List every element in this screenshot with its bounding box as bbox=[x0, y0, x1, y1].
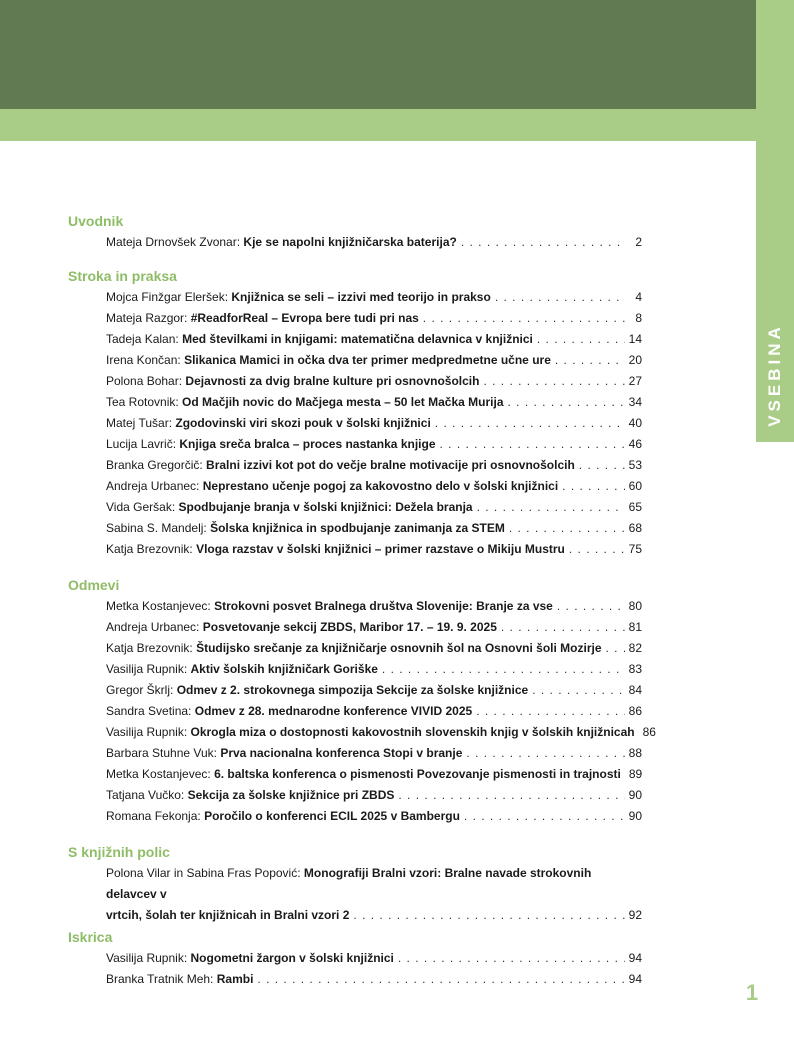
entry-text bbox=[106, 413, 431, 434]
toc-entry[interactable] bbox=[106, 413, 642, 434]
entry-title: Bralni izzivi kot pot do večje bralne motivacije pri osnovnošolcih bbox=[206, 458, 575, 472]
leader-dots bbox=[606, 638, 625, 659]
leader-dots bbox=[537, 329, 625, 350]
entry-page: 4 bbox=[635, 290, 642, 304]
side-label-container bbox=[756, 320, 794, 430]
leader-dots bbox=[464, 806, 625, 827]
entry-title: Posvetovanje sekcij ZBDS, Maribor 17. – 19. 9. 2025 bbox=[202, 620, 497, 634]
entry-title: Spodbujanje branja v šolski knjižnici: Dežela branja bbox=[178, 500, 473, 514]
entry-author: Polona Bohar: bbox=[106, 374, 183, 388]
toc-entry[interactable] bbox=[106, 392, 642, 413]
leader-dots bbox=[509, 518, 625, 539]
entry-text bbox=[106, 785, 394, 806]
entry-title: Šolska knjižnica in spodbujanje zanimanja za STEM bbox=[210, 521, 505, 535]
entry-title: Strokovni posvet Bralnega društva Slovenije: Branje za vse bbox=[214, 599, 553, 613]
leader-dots bbox=[440, 434, 625, 455]
entry-author: Metka Kostanjevec: bbox=[106, 767, 211, 781]
entry-author: Andreja Urbanec: bbox=[106, 620, 200, 634]
toc-section bbox=[68, 576, 656, 827]
entry-page: 27 bbox=[628, 374, 642, 388]
entry-page: 82 bbox=[628, 641, 642, 655]
entry-author: Mateja Razgor: bbox=[106, 311, 188, 325]
entry-title: Rambi bbox=[216, 972, 254, 986]
entry-page: 68 bbox=[628, 521, 642, 535]
toc-entry[interactable] bbox=[106, 497, 642, 518]
page-number: 1 bbox=[745, 980, 759, 1005]
leader-dots bbox=[461, 232, 626, 253]
entry-author: Tadeja Kalan: bbox=[106, 332, 179, 346]
entry-page: 90 bbox=[628, 788, 642, 802]
entry-title: Dejavnosti za dvig bralne kulture pri osnovnošolcih bbox=[185, 374, 480, 388]
toc-entry[interactable] bbox=[106, 617, 642, 638]
entry-text bbox=[106, 659, 378, 680]
entry-page: 86 bbox=[642, 725, 656, 739]
entry-text bbox=[106, 806, 460, 827]
entry-title: Zgodovinski viri skozi pouk v šolski knjižnici bbox=[175, 416, 431, 430]
entry-author: Mojca Finžgar Eleršek: bbox=[106, 290, 229, 304]
entry-page: 84 bbox=[628, 683, 642, 697]
entry-page: 34 bbox=[628, 395, 642, 409]
entry-title: Okrogla miza o dostopnosti kakovostnih slovenskih knjig v šolskih knjižnicah bbox=[190, 725, 635, 739]
entry-title: Sekcija za šolske knjižnice pri ZBDS bbox=[187, 788, 395, 802]
leader-dots bbox=[476, 701, 624, 722]
entry-title: Neprestano učenje pogoj za kakovostno delo v šolski knjižnici bbox=[202, 479, 559, 493]
entry-author: Sabina S. Mandelj: bbox=[106, 521, 207, 535]
entry-title: #ReadforReal – Evropa bere tudi pri nas bbox=[190, 311, 419, 325]
entry-text bbox=[106, 948, 394, 969]
leader-dots bbox=[435, 413, 625, 434]
toc-entry[interactable] bbox=[106, 764, 642, 785]
toc-entry[interactable] bbox=[106, 701, 642, 722]
toc-entry[interactable] bbox=[106, 680, 642, 701]
entry-line bbox=[106, 863, 642, 905]
entry-author: Andreja Urbanec: bbox=[106, 479, 200, 493]
entry-page: 80 bbox=[628, 599, 642, 613]
leader-dots bbox=[555, 350, 625, 371]
entry-author: Vasilija Rupnik: bbox=[106, 725, 188, 739]
entry-title: Med številkami in knjigami: matematična delavnica v knjižnici bbox=[182, 332, 533, 346]
entry-author: Vasilija Rupnik: bbox=[106, 662, 188, 676]
toc-section bbox=[68, 212, 642, 253]
entry-author: Matej Tušar: bbox=[106, 416, 173, 430]
entry-text bbox=[106, 743, 462, 764]
entry-line bbox=[106, 905, 642, 926]
entry-text bbox=[106, 308, 419, 329]
entry-title: Od Mačjih novic do Mačjega mesta – 50 let Mačka Murija bbox=[182, 395, 504, 409]
entry-author: Lucija Lavrič: bbox=[106, 437, 177, 451]
toc-entry[interactable] bbox=[106, 287, 642, 308]
toc-entry[interactable] bbox=[106, 350, 642, 371]
entry-title: Kje se napolni knjižničarska baterija? bbox=[243, 235, 457, 249]
entry-text bbox=[106, 392, 504, 413]
entry-text bbox=[106, 764, 621, 785]
header-band-dark bbox=[0, 0, 756, 109]
leader-dots bbox=[353, 905, 624, 926]
entry-author: Romana Fekonja: bbox=[106, 809, 201, 823]
entry-page: 88 bbox=[628, 746, 642, 760]
entry-author: Vida Geršak: bbox=[106, 500, 176, 514]
entry-title: Prva nacionalna konferenca Stopi v branje bbox=[220, 746, 463, 760]
entry-page: 8 bbox=[635, 311, 642, 325]
toc-section bbox=[68, 843, 642, 926]
entry-author: Polona Vilar in Sabina Fras Popović: bbox=[106, 866, 301, 880]
side-label: VSEBINA bbox=[765, 323, 785, 427]
toc-entry[interactable] bbox=[106, 948, 642, 969]
entry-text bbox=[106, 680, 528, 701]
entry-title: Vloga razstav v šolski knjižnici – primer razstave o Mikiju Mustru bbox=[196, 542, 565, 556]
entry-title-continued: vrtcih, šolah ter knjižnicah in Bralni vzori 2 bbox=[106, 908, 350, 922]
leader-dots bbox=[557, 596, 625, 617]
toc-entry[interactable] bbox=[106, 806, 642, 827]
toc-entry[interactable] bbox=[106, 371, 642, 392]
toc-entry[interactable] bbox=[106, 743, 642, 764]
entry-author: Gregor Škrlj: bbox=[106, 683, 174, 697]
toc-entry[interactable] bbox=[106, 785, 642, 806]
leader-dots bbox=[579, 455, 625, 476]
entry-author: Metka Kostanjevec: bbox=[106, 599, 211, 613]
entry-text bbox=[106, 596, 553, 617]
leader-dots bbox=[466, 743, 624, 764]
entry-title: Študijsko srečanje za knjižničarje osnovnih šol na Osnovni šoli Mozirje bbox=[196, 641, 602, 655]
entry-page: 53 bbox=[628, 458, 642, 472]
entry-text bbox=[106, 497, 473, 518]
section-title: S knjižnih polic bbox=[68, 844, 170, 860]
section-title: Iskrica bbox=[68, 929, 113, 945]
entry-page: 94 bbox=[628, 972, 642, 986]
leader-dots bbox=[382, 659, 625, 680]
toc-section bbox=[68, 928, 642, 990]
leader-dots bbox=[477, 497, 625, 518]
entry-title: Odmev z 2. strokovnega simpozija Sekcije za šolske knjižnice bbox=[176, 683, 529, 697]
toc-entry[interactable] bbox=[106, 638, 642, 659]
entry-page: 94 bbox=[628, 951, 642, 965]
entry-text bbox=[106, 539, 565, 560]
entry-title: 6. baltska konferenca o pismenosti Povezovanje pismenosti in trajnosti bbox=[214, 767, 621, 781]
entry-text bbox=[106, 232, 457, 253]
entry-author: Tatjana Vučko: bbox=[106, 788, 185, 802]
entry-author: Irena Končan: bbox=[106, 353, 181, 367]
toc-entry[interactable] bbox=[106, 308, 642, 329]
toc-entry[interactable] bbox=[106, 329, 642, 350]
entry-title: Odmev z 28. mednarodne konference VIVID 2025 bbox=[194, 704, 473, 718]
leader-dots bbox=[569, 539, 625, 560]
entry-page: 2 bbox=[635, 235, 642, 249]
entry-text bbox=[106, 969, 253, 990]
entry-text bbox=[106, 287, 491, 308]
toc-entry[interactable] bbox=[106, 969, 642, 990]
entry-text bbox=[106, 434, 436, 455]
entry-author: Sandra Svetina: bbox=[106, 704, 192, 718]
entry-page: 65 bbox=[628, 500, 642, 514]
leader-dots bbox=[508, 392, 625, 413]
entry-text bbox=[106, 722, 635, 743]
entry-author: Branka Tratnik Meh: bbox=[106, 972, 214, 986]
entry-author: Tea Rotovnik: bbox=[106, 395, 179, 409]
entry-page: 60 bbox=[628, 479, 642, 493]
leader-dots bbox=[532, 680, 624, 701]
toc-section bbox=[68, 267, 642, 560]
leader-dots bbox=[483, 371, 624, 392]
entry-author: Mateja Drnovšek Zvonar: bbox=[106, 235, 241, 249]
toc-entry[interactable] bbox=[106, 659, 642, 680]
toc-entry[interactable] bbox=[106, 518, 642, 539]
leader-dots bbox=[257, 969, 624, 990]
toc-entry[interactable] bbox=[106, 476, 642, 497]
toc-entry[interactable] bbox=[106, 722, 656, 743]
entry-page: 40 bbox=[628, 416, 642, 430]
toc-entry[interactable] bbox=[106, 539, 642, 560]
toc-entry[interactable] bbox=[106, 596, 642, 617]
leader-dots bbox=[398, 785, 624, 806]
entry-text bbox=[106, 329, 533, 350]
entry-text bbox=[106, 518, 505, 539]
section-title: Uvodnik bbox=[68, 213, 124, 229]
entry-title: Aktiv šolskih knjižničark Goriške bbox=[190, 662, 378, 676]
toc-entry[interactable] bbox=[106, 232, 642, 253]
leader-dots bbox=[423, 308, 626, 329]
entry-title: Nogometni žargon v šolski knjižnici bbox=[190, 951, 394, 965]
entry-author: Katja Brezovnik: bbox=[106, 542, 193, 556]
leader-dots bbox=[398, 948, 625, 969]
entry-page: 81 bbox=[628, 620, 642, 634]
entry-title: Knjiga sreča bralca – proces nastanka knjige bbox=[179, 437, 436, 451]
section-title: Stroka in praksa bbox=[68, 268, 177, 284]
entry-author: Vasilija Rupnik: bbox=[106, 951, 188, 965]
header-band-light bbox=[0, 109, 756, 141]
entry-page: 20 bbox=[628, 353, 642, 367]
entry-page: 14 bbox=[628, 332, 642, 346]
toc-entry[interactable] bbox=[106, 863, 642, 926]
entry-title: Monografiji Bralni vzori: Bralne navade strokovnih delavcev v bbox=[106, 866, 592, 901]
table-of-contents bbox=[68, 212, 656, 1004]
entry-page: 75 bbox=[628, 542, 642, 556]
leader-dots bbox=[495, 287, 626, 308]
leader-dots bbox=[501, 617, 625, 638]
entry-text bbox=[106, 350, 551, 371]
entry-page: 46 bbox=[628, 437, 642, 451]
entry-text bbox=[106, 476, 558, 497]
section-title: Odmevi bbox=[68, 577, 120, 593]
entry-text bbox=[106, 701, 472, 722]
entry-page: 90 bbox=[628, 809, 642, 823]
entry-page: 86 bbox=[628, 704, 642, 718]
entry-author: Katja Brezovnik: bbox=[106, 641, 193, 655]
entry-text bbox=[106, 638, 602, 659]
entry-title: Knjižnica se seli – izzivi med teorijo in prakso bbox=[231, 290, 491, 304]
entry-page: 92 bbox=[628, 908, 642, 922]
leader-dots bbox=[562, 476, 624, 497]
entry-text bbox=[106, 617, 497, 638]
entry-author: Branka Gregorčič: bbox=[106, 458, 203, 472]
entry-author: Barbara Stuhne Vuk: bbox=[106, 746, 217, 760]
entry-page: 89 bbox=[628, 767, 643, 781]
entry-text bbox=[106, 455, 575, 476]
toc-entry[interactable] bbox=[106, 455, 642, 476]
toc-entry[interactable] bbox=[106, 434, 642, 455]
entry-page: 83 bbox=[628, 662, 642, 676]
entry-text bbox=[106, 371, 479, 392]
entry-title: Poročilo o konferenci ECIL 2025 v Bambergu bbox=[204, 809, 460, 823]
entry-title: Slikanica Mamici in očka dva ter primer medpredmetne učne ure bbox=[184, 353, 551, 367]
